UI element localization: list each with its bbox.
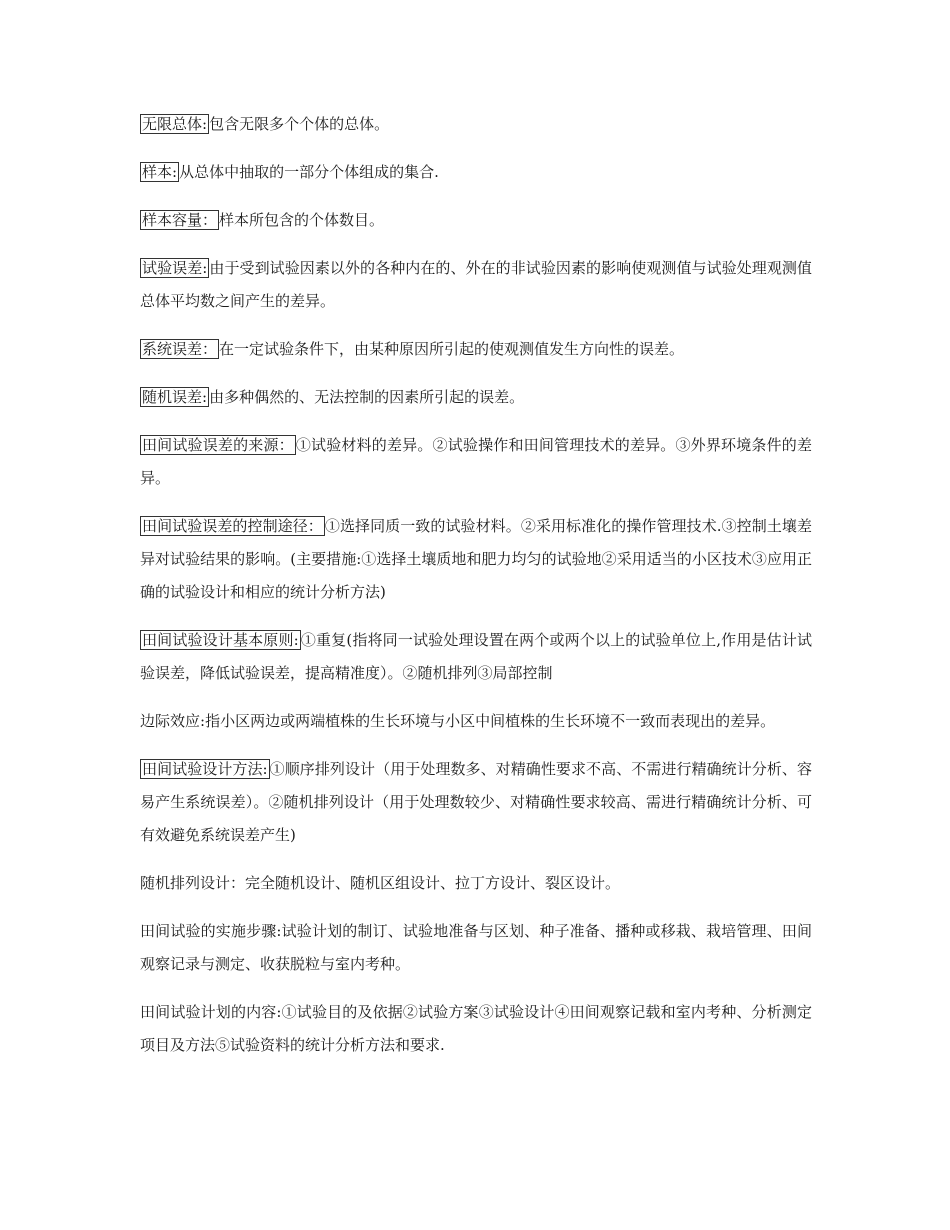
definition-error-sources <box>140 429 812 495</box>
definition-text: 指小区两边或两端植株的生长环境与小区中间植株的生长环境不一致而表现出的差异。 <box>205 712 776 730</box>
definition-systematic-error <box>140 333 812 366</box>
definition-error-control <box>140 510 812 609</box>
definition-text: 包含无限多个个体的总体。 <box>209 115 390 133</box>
definition-text: ①选择同质一致的试验材料。②采用标准化的操作管理技术.③控制土壤差异对试验结果的影响。(主要措施:①选择土壤质地和肥力均匀的试验地②采用适当的小区技术③应用正确的试验设计和相应的统计分析方法) <box>140 517 812 601</box>
term-label: 试验误差: <box>142 259 208 277</box>
definition-text: ①重复(指将同一试验处理设置在两个或两个以上的试验单位上,作用是估计试验误差，降低试验误差，提高精准度）。②随机排列③局部控制 <box>140 631 812 682</box>
definition-text: ①顺序排列设计（用于处理数多、对精确性要求不高、不需进行精确统计分析、容易产生系统误差）。②随机排列设计（用于处理数较少、对精确性要求较高、需进行精确统计分析、可有效避免系统误差产生) <box>140 760 812 844</box>
definition-sample-size <box>140 204 812 237</box>
definition-text: 试验计划的制订、试验地准备与区划、种子准备、播种或移栽、栽培管理、田间观察记录与测定、收获脱粒与室内考种。 <box>140 922 812 973</box>
term-label: 随机误差: <box>142 388 208 406</box>
term-label: 边际效应: <box>140 712 206 730</box>
term-label: 田间试验设计方法: <box>142 760 268 778</box>
definition-text: 在一定试验条件下，由某种原因所引起的使观测值发生方向性的误差。 <box>219 340 685 358</box>
definition-experimental-error <box>140 252 812 318</box>
term-label: 无限总体: <box>142 115 208 133</box>
definition-text: ①试验目的及依据②试验方案③试验设计④田间观察记载和室内考种、分析测定项目及方法⑤试验资料的统计分析方法和要求. <box>140 1003 812 1054</box>
term-label: 田间试验设计基本原则: <box>142 631 299 649</box>
definition-text: 由于受到试验因素以外的各种内在的、外在的非试验因素的影响使观测值与试验处理观测值总体平均数之间产生的差异。 <box>140 259 812 310</box>
definition-edge-effect <box>140 705 812 738</box>
term-label: 系统误差： <box>142 340 218 358</box>
definition-sample <box>140 156 812 189</box>
definition-text: ①试验材料的差异。②试验操作和田间管理技术的差异。③外界环境条件的差异。 <box>140 436 812 487</box>
definition-text: 样本所包含的个体数目。 <box>219 211 385 229</box>
definition-design-principles <box>140 624 812 690</box>
term-label: 样本: <box>142 163 178 181</box>
term-label: 田间试验的实施步骤: <box>140 922 282 940</box>
definition-implementation-steps <box>140 915 812 981</box>
definition-design-methods <box>140 753 812 852</box>
definition-text: 从总体中抽取的一部分个体组成的集合. <box>179 163 439 181</box>
definition-random-arrangement <box>140 867 812 900</box>
term-label: 样本容量： <box>142 211 218 229</box>
term-label: 田间试验计划的内容: <box>140 1003 282 1021</box>
definition-infinite-population <box>140 108 812 141</box>
term-label: 田间试验误差的控制途径： <box>142 517 323 535</box>
definition-plan-contents <box>140 996 812 1062</box>
definition-text: 完全随机设计、随机区组设计、拉丁方设计、裂区设计。 <box>245 874 621 892</box>
term-label: 随机排列设计： <box>140 874 246 892</box>
definition-random-error <box>140 381 812 414</box>
term-label: 田间试验误差的来源： <box>142 436 294 454</box>
definition-text: 由多种偶然的、无法控制的因素所引起的误差。 <box>209 388 525 406</box>
document-page <box>140 108 812 1077</box>
